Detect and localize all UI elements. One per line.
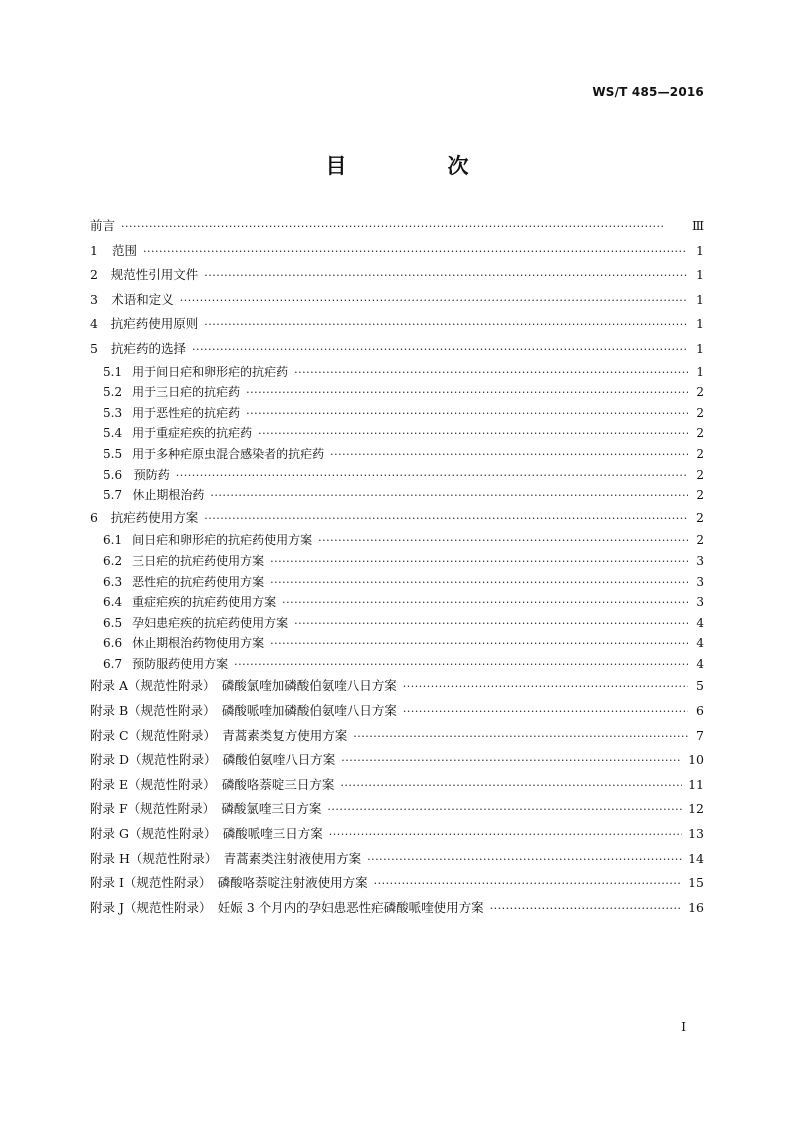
toc-entry-page: 2 bbox=[696, 509, 704, 525]
toc-entry[interactable] bbox=[90, 847, 704, 872]
toc-entry[interactable] bbox=[90, 633, 704, 654]
toc-entry-number: 5.7 bbox=[103, 488, 123, 503]
toc-entry-page: 11 bbox=[688, 776, 704, 792]
toc-entry[interactable] bbox=[90, 263, 704, 288]
dot-leader bbox=[143, 240, 688, 265]
toc-entry-label: 附录 G（规范性附录） 磷酸哌喹三日方案 bbox=[90, 826, 323, 842]
toc-entry-label: 附录 I（规范性附录） 磷酸咯萘啶注射液使用方案 bbox=[90, 875, 368, 891]
dot-leader bbox=[258, 424, 688, 445]
dot-leader bbox=[329, 823, 682, 848]
toc-entry-page: 2 bbox=[696, 488, 704, 503]
toc-entry-page: 3 bbox=[696, 595, 704, 610]
toc-entry[interactable] bbox=[90, 699, 704, 724]
toc-entry-page: 15 bbox=[688, 875, 704, 891]
toc-entry-number: 5.6 bbox=[103, 467, 123, 482]
dot-leader bbox=[204, 264, 688, 289]
toc-entry-number: 6.4 bbox=[103, 595, 123, 610]
dot-leader bbox=[180, 289, 688, 314]
toc-entry-label: 预防药 bbox=[133, 467, 170, 482]
toc-entry-page: 1 bbox=[696, 267, 704, 283]
toc-entry-number: 1 bbox=[90, 242, 98, 258]
toc-entry[interactable] bbox=[90, 674, 704, 699]
toc-entry-page: 2 bbox=[696, 446, 704, 461]
toc-entry-label: 间日疟和卵形疟的抗疟药使用方案 bbox=[132, 533, 313, 548]
dot-leader bbox=[403, 675, 688, 700]
toc-entry-page: 6 bbox=[696, 703, 704, 719]
dot-leader bbox=[270, 634, 688, 655]
toc-entry-page: 3 bbox=[696, 553, 704, 568]
toc-entry-number: 4 bbox=[90, 316, 98, 332]
dot-leader bbox=[282, 593, 688, 614]
toc-entry-label: 附录 C（规范性附录） 青蒿素类复方使用方案 bbox=[90, 727, 348, 743]
toc-entry[interactable] bbox=[90, 871, 704, 896]
toc-entry-page: 2 bbox=[696, 533, 704, 548]
toc-entry-number: 5.5 bbox=[103, 446, 123, 461]
toc-entry-label: 休止期根治药物使用方案 bbox=[132, 636, 265, 651]
toc-entry-label: 附录 B（规范性附录） 磷酸哌喹加磷酸伯氨喹八日方案 bbox=[90, 703, 397, 719]
toc-entry[interactable] bbox=[90, 896, 704, 921]
dot-leader bbox=[246, 404, 688, 425]
dot-leader bbox=[204, 507, 688, 532]
dot-leader bbox=[403, 700, 688, 725]
toc-entry-number: 6.7 bbox=[103, 656, 123, 671]
toc-entry[interactable] bbox=[90, 465, 704, 486]
toc-entry-label: 抗疟药使用方案 bbox=[110, 509, 199, 525]
toc-entry-label: 附录 A（规范性附录） 磷酸氯喹加磷酸伯氨喹八日方案 bbox=[90, 678, 397, 694]
toc-entry[interactable] bbox=[90, 444, 704, 465]
toc-entry[interactable] bbox=[90, 214, 704, 239]
dot-leader bbox=[294, 363, 688, 384]
toc-entry[interactable] bbox=[90, 423, 704, 444]
toc-entry-page: 13 bbox=[688, 826, 704, 842]
dot-leader bbox=[121, 215, 686, 240]
toc-entry-label: 用于恶性疟的抗疟药 bbox=[132, 405, 241, 420]
toc-entry[interactable] bbox=[90, 724, 704, 749]
toc-entry[interactable] bbox=[90, 797, 704, 822]
page-number: I bbox=[681, 1020, 686, 1034]
toc-entry[interactable] bbox=[90, 362, 704, 383]
toc-entry[interactable] bbox=[90, 530, 704, 551]
toc-entry[interactable] bbox=[90, 337, 704, 362]
toc-entry-label: 术语和定义 bbox=[111, 291, 174, 307]
toc-entry-label: 恶性疟的抗疟药使用方案 bbox=[132, 574, 265, 589]
toc-entry[interactable] bbox=[90, 822, 704, 847]
dot-leader bbox=[340, 774, 682, 799]
toc-entry-label: 孕妇患疟疾的抗疟药使用方案 bbox=[132, 615, 289, 630]
toc-entry-page: 7 bbox=[696, 727, 704, 743]
toc-entry-page: 1 bbox=[696, 340, 704, 356]
toc-entry-page: 16 bbox=[688, 899, 704, 915]
dot-leader bbox=[294, 614, 688, 635]
toc-entry-page: 5 bbox=[696, 678, 704, 694]
document-code: WS/T 485—2016 bbox=[592, 85, 704, 99]
toc-entry-number: 6.2 bbox=[103, 553, 123, 568]
toc-entry-label: 用于重症疟疾的抗疟药 bbox=[132, 426, 253, 441]
toc-entry-number: 6.3 bbox=[103, 574, 123, 589]
toc-entry-label: 用于间日疟和卵形疟的抗疟药 bbox=[132, 364, 289, 379]
dot-leader bbox=[270, 573, 688, 594]
toc-entry-number: 3 bbox=[90, 291, 98, 307]
toc-entry-label: 用于三日疟的抗疟药 bbox=[132, 385, 241, 400]
dot-leader bbox=[270, 552, 688, 573]
toc-entry-label: 范围 bbox=[112, 242, 138, 258]
toc-entry-page: 2 bbox=[696, 385, 704, 400]
toc-entry[interactable] bbox=[90, 613, 704, 634]
toc-entry-number: 6 bbox=[90, 509, 98, 525]
toc-entry[interactable] bbox=[90, 485, 704, 506]
toc-entry-label: 规范性引用文件 bbox=[110, 267, 199, 283]
page-title: 目 次 bbox=[325, 154, 509, 178]
toc-entry-page: 4 bbox=[696, 615, 704, 630]
toc-entry-number: 6.1 bbox=[103, 533, 123, 548]
table-of-contents bbox=[90, 214, 704, 920]
toc-entry-label: 休止期根治药 bbox=[132, 488, 205, 503]
dot-leader bbox=[367, 848, 682, 873]
dot-leader bbox=[327, 798, 682, 823]
toc-entry[interactable] bbox=[90, 654, 704, 675]
dot-leader bbox=[246, 383, 688, 404]
toc-entry[interactable] bbox=[90, 551, 704, 572]
toc-entry-page: 12 bbox=[688, 801, 704, 817]
toc-entry-number: 6.5 bbox=[103, 615, 123, 630]
toc-entry[interactable] bbox=[90, 773, 704, 798]
toc-entry[interactable] bbox=[90, 239, 704, 264]
toc-entry-label: 附录 D（规范性附录） 磷酸伯氨喹八日方案 bbox=[90, 752, 336, 768]
toc-entry-page: 2 bbox=[696, 405, 704, 420]
dot-leader bbox=[341, 749, 682, 774]
toc-entry-label: 预防服药使用方案 bbox=[132, 656, 229, 671]
toc-entry-page: 2 bbox=[696, 467, 704, 482]
toc-entry[interactable] bbox=[90, 288, 704, 313]
toc-entry-number: 5.1 bbox=[103, 364, 123, 379]
toc-entry-number: 6.6 bbox=[103, 636, 123, 651]
toc-entry-page: 2 bbox=[696, 426, 704, 441]
toc-entry[interactable] bbox=[90, 382, 704, 403]
dot-leader bbox=[330, 445, 688, 466]
toc-entry-page: 1 bbox=[696, 291, 704, 307]
dot-leader bbox=[318, 531, 688, 552]
toc-entry-page: 1 bbox=[696, 242, 704, 258]
toc-entry-number: 2 bbox=[90, 267, 98, 283]
toc-entry-label: 抗疟药使用原则 bbox=[110, 316, 199, 332]
toc-entry[interactable] bbox=[90, 506, 704, 531]
dot-leader bbox=[210, 486, 688, 507]
toc-entry[interactable] bbox=[90, 312, 704, 337]
toc-entry[interactable] bbox=[90, 403, 704, 424]
toc-entry-page: 1 bbox=[696, 316, 704, 332]
dot-leader bbox=[192, 338, 688, 363]
toc-entry-label: 用于多种疟原虫混合感染者的抗疟药 bbox=[132, 446, 325, 461]
toc-entry-label: 前言 bbox=[90, 218, 116, 233]
toc-entry-number: 5.4 bbox=[103, 426, 123, 441]
toc-entry[interactable] bbox=[90, 748, 704, 773]
toc-entry[interactable] bbox=[90, 572, 704, 593]
toc-entry-label: 抗疟药的选择 bbox=[110, 340, 186, 356]
toc-entry-page: 14 bbox=[688, 850, 704, 866]
toc-entry-page: Ⅲ bbox=[691, 218, 704, 233]
toc-entry-page: 1 bbox=[696, 364, 704, 379]
toc-entry-number: 5.3 bbox=[103, 405, 123, 420]
toc-entry-label: 附录 F（规范性附录） 磷酸氯喹三日方案 bbox=[90, 801, 322, 817]
toc-entry-label: 附录 J（规范性附录） 妊娠 3 个月内的孕妇患恶性疟磷酸哌喹使用方案 bbox=[90, 899, 484, 915]
toc-entry-page: 10 bbox=[688, 752, 704, 768]
toc-entry-label: 附录 H（规范性附录） 青蒿素类注射液使用方案 bbox=[90, 850, 362, 866]
toc-entry-label: 附录 E（规范性附录） 磷酸咯萘啶三日方案 bbox=[90, 776, 335, 792]
toc-entry-page: 4 bbox=[696, 636, 704, 651]
toc-entry-label: 重症疟疾的抗疟药使用方案 bbox=[132, 595, 277, 610]
toc-entry-page: 3 bbox=[696, 574, 704, 589]
dot-leader bbox=[204, 313, 688, 338]
toc-entry[interactable] bbox=[90, 592, 704, 613]
toc-entry-page: 4 bbox=[696, 656, 704, 671]
toc-entry-number: 5 bbox=[90, 340, 98, 356]
toc-entry-number: 5.2 bbox=[103, 385, 123, 400]
dot-leader bbox=[490, 897, 682, 922]
dot-leader bbox=[374, 872, 682, 897]
dot-leader bbox=[234, 655, 688, 676]
dot-leader bbox=[176, 466, 688, 487]
toc-entry-label: 三日疟的抗疟药使用方案 bbox=[132, 553, 265, 568]
dot-leader bbox=[353, 725, 688, 750]
